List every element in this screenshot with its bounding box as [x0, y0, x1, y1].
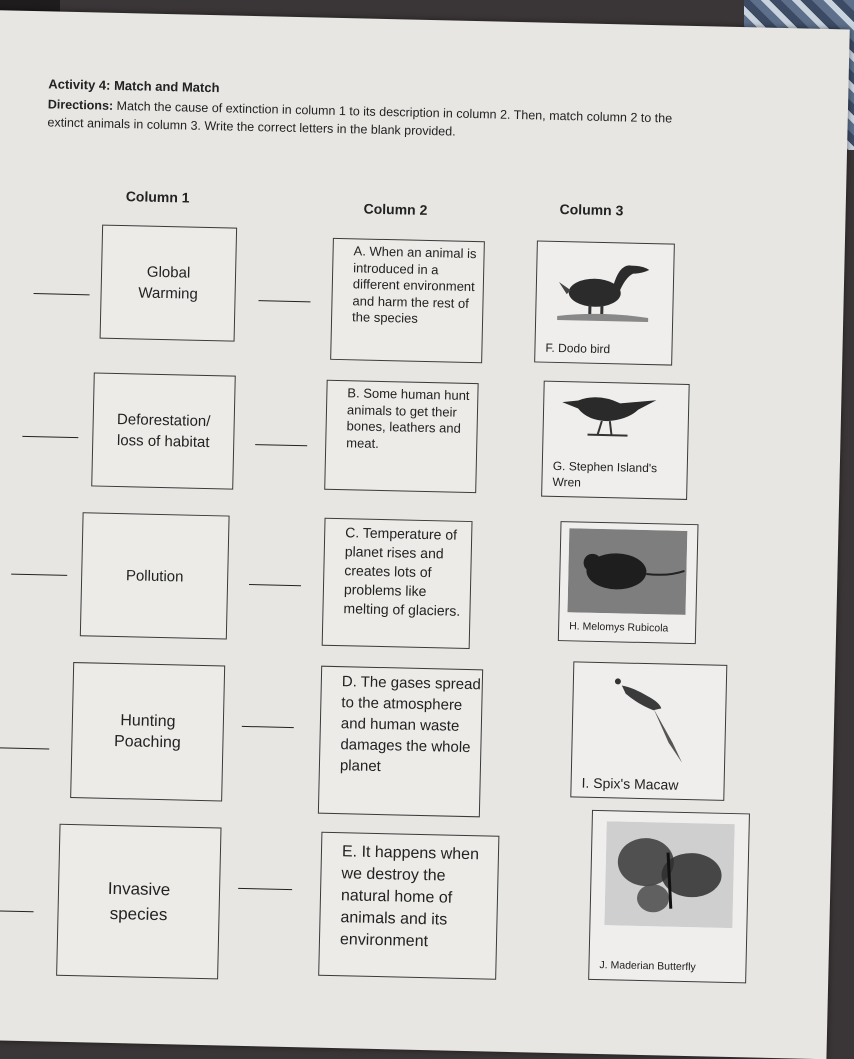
macaw-icon	[602, 671, 704, 765]
cause-line1: Global	[146, 263, 191, 282]
answer-blank-desc-2[interactable]	[255, 444, 307, 446]
animal-label: F. Dodo bird	[545, 340, 611, 357]
answer-blank-cause-5[interactable]	[0, 910, 34, 912]
answer-blank-desc-4[interactable]	[242, 726, 294, 728]
cause-line1: Pollution	[125, 566, 184, 586]
animal-card-dodo	[534, 240, 675, 365]
worksheet	[0, 10, 850, 1059]
cause-line1: Hunting	[120, 712, 176, 731]
cause-line2: loss of habitat	[116, 431, 210, 452]
answer-blank-desc-1[interactable]	[258, 300, 310, 302]
answer-blank-cause-3[interactable]	[11, 574, 67, 576]
answer-blank-cause-1[interactable]	[34, 293, 90, 295]
answer-blank-desc-3[interactable]	[249, 584, 301, 586]
cause-box-invasive	[56, 824, 221, 980]
answer-blank-cause-4[interactable]	[0, 747, 49, 749]
animal-label: J. Maderian Butterfly	[599, 959, 696, 974]
animal-card-macaw	[570, 661, 727, 800]
cause-box-hunting	[70, 662, 225, 801]
rodent-icon	[567, 528, 687, 615]
answer-blank-cause-2[interactable]	[22, 436, 78, 438]
column-1-header: Column 1	[125, 188, 190, 206]
cause-line1: Invasive	[107, 878, 171, 900]
description-d: D. The gases spread to the atmosphere and human waste damages the whole planet	[318, 666, 483, 818]
column-3-header: Column 3	[559, 200, 624, 219]
dodo-bird-icon	[552, 252, 654, 326]
column-2-header: Column 2	[363, 200, 428, 218]
cause-line2: Poaching	[113, 733, 181, 752]
animal-label: I. Spix's Macaw	[581, 774, 679, 793]
animal-card-melomys	[558, 521, 699, 644]
description-c: C. Temperature of planet rises and creates lots of problems like melting of glaciers.	[322, 518, 473, 649]
description-a: A. When an animal is introduced in a different environment and harm the rest of the species	[330, 238, 485, 363]
cause-line1: Deforestation/	[116, 410, 211, 431]
cause-box-deforestation	[91, 372, 236, 489]
wren-icon	[557, 388, 668, 442]
animal-label: H. Melomys Rubicola	[569, 620, 669, 635]
animal-label: G. Stephen Island's Wren	[552, 458, 658, 490]
activity-title: Activity 4: Match and Match	[48, 76, 220, 96]
cause-box-pollution	[80, 512, 230, 639]
description-b: B. Some human hunt animals to get their bones, leathers and meat.	[324, 380, 478, 493]
description-e: E. It happens when we destroy the natural home of animals and its environment	[318, 832, 499, 980]
cause-box-global-warming	[100, 225, 238, 342]
directions-text: Match the cause of extinction in column 1 to its description in column 2. Then, match column 2 to the extinct animals in column 3. Write the correct letters in the blank provided.	[47, 98, 673, 139]
animal-card-butterfly	[588, 810, 750, 984]
answer-blank-desc-5[interactable]	[238, 888, 292, 890]
directions	[47, 95, 688, 146]
butterfly-icon	[604, 821, 734, 928]
directions-label: Directions:	[47, 97, 114, 113]
animal-card-wren	[541, 381, 690, 500]
cause-line2: Warming	[138, 284, 199, 303]
cause-line2: species	[109, 903, 168, 925]
